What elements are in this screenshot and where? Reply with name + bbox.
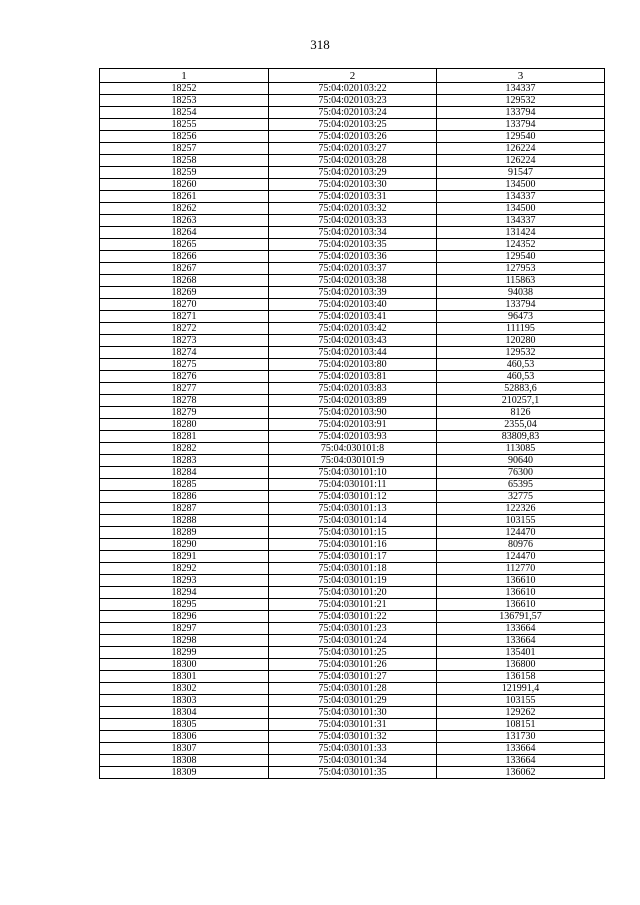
table-cell-col-1: 18283 [100, 455, 269, 467]
table-cell-col-1: 18252 [100, 83, 269, 95]
table-header-row [100, 69, 605, 83]
table-row [100, 731, 605, 743]
table-row [100, 659, 605, 671]
table-cell-col-3: 133664 [437, 623, 605, 635]
table-cell-col-3: 133664 [437, 755, 605, 767]
table-cell-col-3: 134337 [437, 191, 605, 203]
table-cell-col-2: 75:04:030101:26 [269, 659, 437, 671]
table-cell-col-1: 18300 [100, 659, 269, 671]
column-header-1: 1 [100, 69, 269, 83]
table-row [100, 287, 605, 299]
table-cell-col-3: 136800 [437, 659, 605, 671]
table-row [100, 251, 605, 263]
table-row [100, 155, 605, 167]
table-cell-col-1: 18293 [100, 575, 269, 587]
table-cell-col-2: 75:04:020103:81 [269, 371, 437, 383]
table-row [100, 299, 605, 311]
table-row [100, 647, 605, 659]
table-cell-col-2: 75:04:020103:24 [269, 107, 437, 119]
table-cell-col-3: 131730 [437, 731, 605, 743]
table-row [100, 359, 605, 371]
table-cell-col-2: 75:04:030101:22 [269, 611, 437, 623]
table-cell-col-3: 76300 [437, 467, 605, 479]
table-cell-col-3: 129532 [437, 347, 605, 359]
table-cell-col-1: 18306 [100, 731, 269, 743]
table-cell-col-2: 75:04:030101:34 [269, 755, 437, 767]
table-cell-col-2: 75:04:030101:28 [269, 683, 437, 695]
table-cell-col-1: 18282 [100, 443, 269, 455]
table-cell-col-3: 129540 [437, 131, 605, 143]
table-cell-col-1: 18267 [100, 263, 269, 275]
table-cell-col-2: 75:04:030101:33 [269, 743, 437, 755]
table-row [100, 455, 605, 467]
table-cell-col-1: 18294 [100, 587, 269, 599]
table-cell-col-1: 18292 [100, 563, 269, 575]
table-cell-col-2: 75:04:020103:35 [269, 239, 437, 251]
table-cell-col-1: 18274 [100, 347, 269, 359]
data-table [99, 68, 605, 779]
table-cell-col-3: 136158 [437, 671, 605, 683]
table-cell-col-3: 127953 [437, 263, 605, 275]
table-cell-col-1: 18278 [100, 395, 269, 407]
table-cell-col-3: 134337 [437, 215, 605, 227]
table-row [100, 143, 605, 155]
table-cell-col-1: 18258 [100, 155, 269, 167]
table-cell-col-2: 75:04:030101:30 [269, 707, 437, 719]
table-row [100, 347, 605, 359]
table-cell-col-1: 18260 [100, 179, 269, 191]
table-cell-col-1: 18277 [100, 383, 269, 395]
table-cell-col-2: 75:04:020103:93 [269, 431, 437, 443]
table-row [100, 167, 605, 179]
table-cell-col-2: 75:04:030101:20 [269, 587, 437, 599]
table-cell-col-3: 122326 [437, 503, 605, 515]
table-cell-col-1: 18262 [100, 203, 269, 215]
table-cell-col-2: 75:04:030101:24 [269, 635, 437, 647]
table-cell-col-3: 133664 [437, 743, 605, 755]
table-cell-col-1: 18270 [100, 299, 269, 311]
table-cell-col-2: 75:04:020103:91 [269, 419, 437, 431]
table-cell-col-2: 75:04:020103:43 [269, 335, 437, 347]
table-cell-col-2: 75:04:020103:32 [269, 203, 437, 215]
table-cell-col-2: 75:04:020103:33 [269, 215, 437, 227]
table-cell-col-3: 52883,6 [437, 383, 605, 395]
table-cell-col-3: 121991,4 [437, 683, 605, 695]
table-cell-col-1: 18253 [100, 95, 269, 107]
table-row [100, 515, 605, 527]
table-cell-col-3: 124470 [437, 527, 605, 539]
page-number: 318 [310, 37, 330, 52]
table-cell-col-3: 133664 [437, 635, 605, 647]
table-row [100, 743, 605, 755]
table-cell-col-3: 460,53 [437, 371, 605, 383]
table-row [100, 551, 605, 563]
table-row [100, 587, 605, 599]
table-cell-col-2: 75:04:030101:13 [269, 503, 437, 515]
table-row [100, 503, 605, 515]
table-cell-col-2: 75:04:020103:40 [269, 299, 437, 311]
table-cell-col-1: 18257 [100, 143, 269, 155]
table-cell-col-3: 129532 [437, 95, 605, 107]
table-cell-col-2: 75:04:020103:30 [269, 179, 437, 191]
table-cell-col-3: 129262 [437, 707, 605, 719]
table-row [100, 215, 605, 227]
table-cell-col-2: 75:04:030101:14 [269, 515, 437, 527]
table-cell-col-1: 18305 [100, 719, 269, 731]
table-row [100, 407, 605, 419]
table-cell-col-2: 75:04:030101:18 [269, 563, 437, 575]
table-cell-col-3: 91547 [437, 167, 605, 179]
table-cell-col-3: 103155 [437, 515, 605, 527]
table-cell-col-1: 18279 [100, 407, 269, 419]
table-cell-col-1: 18302 [100, 683, 269, 695]
table-cell-col-1: 18299 [100, 647, 269, 659]
table-cell-col-3: 131424 [437, 227, 605, 239]
table-cell-col-1: 18301 [100, 671, 269, 683]
table-cell-col-3: 133794 [437, 119, 605, 131]
table-cell-col-3: 136610 [437, 575, 605, 587]
table-row [100, 479, 605, 491]
table-row [100, 491, 605, 503]
table-cell-col-1: 18256 [100, 131, 269, 143]
table-cell-col-1: 18264 [100, 227, 269, 239]
table-row [100, 119, 605, 131]
table-row [100, 107, 605, 119]
table-cell-col-3: 80976 [437, 539, 605, 551]
table-cell-col-1: 18255 [100, 119, 269, 131]
table-row [100, 623, 605, 635]
table-row [100, 527, 605, 539]
table-row [100, 239, 605, 251]
table-cell-col-2: 75:04:020103:90 [269, 407, 437, 419]
table-cell-col-3: 8126 [437, 407, 605, 419]
table-cell-col-2: 75:04:020103:80 [269, 359, 437, 371]
table-cell-col-2: 75:04:020103:41 [269, 311, 437, 323]
table-row [100, 131, 605, 143]
table-row [100, 431, 605, 443]
table-row [100, 263, 605, 275]
table-cell-col-2: 75:04:020103:42 [269, 323, 437, 335]
table-row [100, 539, 605, 551]
table-cell-col-3: 460,53 [437, 359, 605, 371]
table-cell-col-3: 136062 [437, 767, 605, 779]
table-cell-col-3: 96473 [437, 311, 605, 323]
table-cell-col-3: 108151 [437, 719, 605, 731]
table-cell-col-1: 18296 [100, 611, 269, 623]
table-cell-col-1: 18298 [100, 635, 269, 647]
table-row [100, 707, 605, 719]
table-row [100, 275, 605, 287]
table-cell-col-3: 126224 [437, 143, 605, 155]
table-cell-col-1: 18284 [100, 467, 269, 479]
table-cell-col-3: 136791,57 [437, 611, 605, 623]
table-cell-col-1: 18272 [100, 323, 269, 335]
table-cell-col-3: 90640 [437, 455, 605, 467]
table-cell-col-2: 75:04:030101:27 [269, 671, 437, 683]
table-cell-col-2: 75:04:030101:35 [269, 767, 437, 779]
table-cell-col-1: 18307 [100, 743, 269, 755]
table-cell-col-2: 75:04:020103:83 [269, 383, 437, 395]
table-cell-col-1: 18288 [100, 515, 269, 527]
table-row [100, 227, 605, 239]
table-row [100, 563, 605, 575]
table-body [100, 83, 605, 779]
table-row [100, 635, 605, 647]
table-cell-col-2: 75:04:030101:17 [269, 551, 437, 563]
table-cell-col-3: 136610 [437, 599, 605, 611]
table-cell-col-3: 120280 [437, 335, 605, 347]
table-cell-col-2: 75:04:020103:31 [269, 191, 437, 203]
table-row [100, 395, 605, 407]
table-row [100, 83, 605, 95]
table-cell-col-3: 135401 [437, 647, 605, 659]
table-cell-col-2: 75:04:030101:15 [269, 527, 437, 539]
table-cell-col-2: 75:04:030101:21 [269, 599, 437, 611]
column-header-3: 3 [437, 69, 605, 83]
table-cell-col-2: 75:04:030101:9 [269, 455, 437, 467]
table-cell-col-1: 18254 [100, 107, 269, 119]
table-row [100, 611, 605, 623]
table-row [100, 671, 605, 683]
table-cell-col-2: 75:04:020103:29 [269, 167, 437, 179]
table-row [100, 443, 605, 455]
table-cell-col-1: 18268 [100, 275, 269, 287]
table-cell-col-1: 18276 [100, 371, 269, 383]
table-cell-col-2: 75:04:030101:19 [269, 575, 437, 587]
table-cell-col-1: 18289 [100, 527, 269, 539]
table-cell-col-3: 124352 [437, 239, 605, 251]
table-cell-col-1: 18265 [100, 239, 269, 251]
table-cell-col-3: 2355,04 [437, 419, 605, 431]
table-cell-col-1: 18263 [100, 215, 269, 227]
table-cell-col-3: 65395 [437, 479, 605, 491]
table-cell-col-2: 75:04:030101:12 [269, 491, 437, 503]
table-row [100, 383, 605, 395]
table-cell-col-2: 75:04:020103:37 [269, 263, 437, 275]
table-cell-col-1: 18295 [100, 599, 269, 611]
table-cell-col-3: 111195 [437, 323, 605, 335]
table-cell-col-2: 75:04:020103:89 [269, 395, 437, 407]
table-cell-col-1: 18309 [100, 767, 269, 779]
table-cell-col-3: 134500 [437, 179, 605, 191]
table-cell-col-3: 32775 [437, 491, 605, 503]
table-cell-col-2: 75:04:030101:25 [269, 647, 437, 659]
table-row [100, 191, 605, 203]
table-cell-col-3: 133794 [437, 107, 605, 119]
table-cell-col-2: 75:04:020103:34 [269, 227, 437, 239]
table-cell-col-3: 134500 [437, 203, 605, 215]
table-cell-col-3: 115863 [437, 275, 605, 287]
table-cell-col-1: 18297 [100, 623, 269, 635]
table-cell-col-1: 18266 [100, 251, 269, 263]
table-cell-col-2: 75:04:030101:8 [269, 443, 437, 455]
table-cell-col-2: 75:04:030101:31 [269, 719, 437, 731]
table-cell-col-2: 75:04:020103:23 [269, 95, 437, 107]
table-row [100, 323, 605, 335]
table-cell-col-1: 18286 [100, 491, 269, 503]
table-row [100, 371, 605, 383]
table-row [100, 599, 605, 611]
table-cell-col-1: 18291 [100, 551, 269, 563]
table-cell-col-2: 75:04:020103:39 [269, 287, 437, 299]
table-cell-col-3: 134337 [437, 83, 605, 95]
table-cell-col-1: 18303 [100, 695, 269, 707]
table-row [100, 695, 605, 707]
table-cell-col-1: 18281 [100, 431, 269, 443]
table-cell-col-2: 75:04:020103:25 [269, 119, 437, 131]
table-row [100, 575, 605, 587]
table-cell-col-2: 75:04:020103:44 [269, 347, 437, 359]
table-cell-col-2: 75:04:030101:32 [269, 731, 437, 743]
table-cell-col-2: 75:04:020103:27 [269, 143, 437, 155]
table-cell-col-1: 18273 [100, 335, 269, 347]
table-cell-col-3: 136610 [437, 587, 605, 599]
table-cell-col-1: 18308 [100, 755, 269, 767]
table-row [100, 467, 605, 479]
table-cell-col-2: 75:04:020103:38 [269, 275, 437, 287]
table-cell-col-1: 18280 [100, 419, 269, 431]
table-cell-col-3: 113085 [437, 443, 605, 455]
table-cell-col-1: 18275 [100, 359, 269, 371]
table-cell-col-2: 75:04:020103:36 [269, 251, 437, 263]
column-header-2: 2 [269, 69, 437, 83]
table-cell-col-1: 18269 [100, 287, 269, 299]
table-row [100, 179, 605, 191]
table-row [100, 683, 605, 695]
table-row [100, 755, 605, 767]
table-cell-col-2: 75:04:030101:29 [269, 695, 437, 707]
table-cell-col-3: 129540 [437, 251, 605, 263]
table-cell-col-1: 18290 [100, 539, 269, 551]
table-cell-col-1: 18285 [100, 479, 269, 491]
table-cell-col-2: 75:04:020103:22 [269, 83, 437, 95]
table-cell-col-2: 75:04:030101:10 [269, 467, 437, 479]
table-cell-col-1: 18271 [100, 311, 269, 323]
table-cell-col-2: 75:04:020103:26 [269, 131, 437, 143]
table-cell-col-3: 124470 [437, 551, 605, 563]
table-cell-col-3: 133794 [437, 299, 605, 311]
table-row [100, 311, 605, 323]
table-cell-col-3: 103155 [437, 695, 605, 707]
table-row [100, 419, 605, 431]
table-cell-col-3: 112770 [437, 563, 605, 575]
table-row [100, 95, 605, 107]
table-cell-col-3: 210257,1 [437, 395, 605, 407]
table-row [100, 767, 605, 779]
table-cell-col-3: 126224 [437, 155, 605, 167]
table-row [100, 335, 605, 347]
table-cell-col-1: 18287 [100, 503, 269, 515]
table-cell-col-2: 75:04:030101:11 [269, 479, 437, 491]
table-row [100, 203, 605, 215]
table-cell-col-1: 18261 [100, 191, 269, 203]
table-cell-col-1: 18304 [100, 707, 269, 719]
table-row [100, 719, 605, 731]
table-cell-col-2: 75:04:030101:16 [269, 539, 437, 551]
table-cell-col-2: 75:04:020103:28 [269, 155, 437, 167]
table-cell-col-3: 94038 [437, 287, 605, 299]
table-cell-col-2: 75:04:030101:23 [269, 623, 437, 635]
table-cell-col-3: 83809,83 [437, 431, 605, 443]
table-cell-col-1: 18259 [100, 167, 269, 179]
